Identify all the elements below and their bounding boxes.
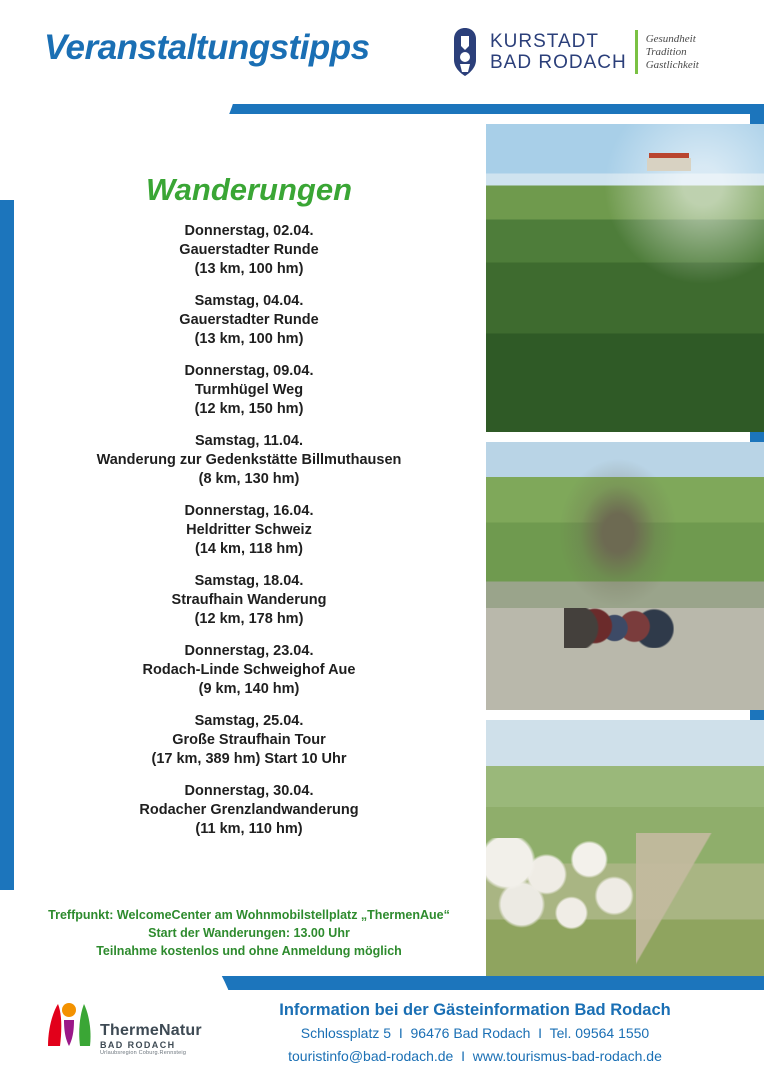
thermenatur-logo [34, 996, 204, 1072]
note-start-time: Start der Wanderungen: 13.00 Uhr [148, 926, 350, 940]
page-title: Veranstaltungstipps [44, 28, 370, 67]
email-address[interactable]: touristinfo@bad-rodach.de [288, 1048, 454, 1064]
hike-name: Wanderung zur Gedenkstätte Billmuthausen [96, 452, 402, 468]
kurstadt-bad-rodach-logo [448, 20, 738, 84]
hike-date: Donnerstag, 23.04. [184, 643, 314, 659]
hike-meta: (9 km, 140 hm) [198, 681, 300, 697]
thermenatur-wordmark [100, 1022, 202, 1056]
hike-name: Große Straufhain Tour [172, 732, 326, 748]
address-street: Schlossplatz 5 [300, 1025, 392, 1041]
hike-meta: (8 km, 130 hm) [198, 471, 300, 487]
thermenatur-name-light: Therme [100, 1022, 159, 1039]
hike-meta: (13 km, 100 hm) [194, 261, 304, 277]
list-item [14, 782, 484, 839]
hike-meta: (11 km, 110 hm) [195, 821, 303, 837]
photo-image [486, 124, 764, 432]
photo-castle-hill [486, 124, 764, 432]
photo-column [486, 114, 764, 976]
hike-name: Heldritter Schweiz [186, 522, 312, 538]
list-item [14, 432, 484, 489]
list-item [14, 572, 484, 629]
note-participation: Teilnahme kostenlos und ohne Anmeldung möglich [96, 944, 402, 958]
hike-date: Donnerstag, 30.04. [184, 783, 314, 799]
contact-web-line [210, 1045, 740, 1068]
list-item [14, 712, 484, 769]
list-item [14, 642, 484, 699]
logo-line-badrodach: BAD RODACH [490, 52, 627, 73]
section-title-wanderungen: Wanderungen [145, 172, 353, 207]
hike-name: Gauerstadter Runde [179, 312, 319, 328]
photo-image [486, 720, 764, 976]
logo-line-kurstadt: KURSTADT [490, 31, 599, 52]
hike-meta: (13 km, 100 hm) [194, 331, 304, 347]
separator: I [530, 1025, 550, 1041]
thermenatur-name-bold: Natur [159, 1022, 202, 1039]
logo-tag-gesundheit: Gesundheit [645, 32, 696, 45]
logo-wordmark [490, 30, 699, 74]
hike-name: Turmhügel Weg [194, 382, 304, 398]
thermenatur-name [100, 1022, 202, 1040]
list-item [14, 222, 484, 279]
photo-hiking-group [486, 442, 764, 710]
list-item [14, 292, 484, 349]
thermenatur-sub: BAD RODACH [100, 1040, 176, 1050]
poster-footer [0, 990, 764, 1080]
contact-title: Information bei der Gästeinformation Bad Rodach [279, 1001, 671, 1019]
hike-name: Rodach-Linde Schweighof Aue [142, 662, 356, 678]
phone-number: Tel. 09564 1550 [549, 1025, 650, 1041]
hike-name: Rodacher Grenzlandwanderung [139, 802, 359, 818]
list-item [14, 502, 484, 559]
thermenatur-region: Urlaubsregion Coburg.Rennsteig [100, 1050, 187, 1056]
hike-meta: (14 km, 118 hm) [195, 541, 303, 557]
contact-info [210, 998, 740, 1068]
thermenatur-mark-icon [42, 1000, 96, 1050]
website-url[interactable]: www.tourismus-bad-rodach.de [472, 1048, 662, 1064]
hike-meta: (12 km, 150 hm) [194, 401, 304, 417]
poster-content [14, 114, 750, 976]
hike-name: Gauerstadter Runde [179, 242, 319, 258]
hike-date: Donnerstag, 02.04. [184, 223, 314, 239]
logo-divider [635, 30, 638, 74]
contact-address-line [210, 1022, 740, 1045]
hike-date: Donnerstag, 09.04. [184, 363, 314, 379]
hike-date: Samstag, 04.04. [194, 293, 304, 309]
hike-name: Straufhain Wanderung [171, 592, 327, 608]
hike-meta: (12 km, 178 hm) [194, 611, 304, 627]
photo-sheep-meadow [486, 720, 764, 976]
logo-tag-tradition: Tradition [645, 45, 687, 58]
note-meeting-point: Treffpunkt: WelcomeCenter am Wohnmobilstellplatz „ThermenAue“ [48, 908, 450, 922]
list-item [14, 362, 484, 419]
hike-list [14, 222, 484, 852]
photo-image [486, 442, 764, 710]
hike-date: Samstag, 11.04. [194, 433, 303, 449]
hike-date: Samstag, 18.04. [194, 573, 304, 589]
notes-block [14, 906, 484, 960]
hike-date: Samstag, 25.04. [194, 713, 304, 729]
poster-header [0, 0, 764, 104]
address-city: 96476 Bad Rodach [410, 1025, 531, 1041]
separator: I [453, 1048, 473, 1064]
hike-meta: (17 km, 389 hm) Start 10 Uhr [151, 751, 347, 767]
logo-tag-gastlichkeit: Gastlichkeit [645, 58, 699, 71]
knight-crest-icon [448, 26, 482, 78]
hike-date: Donnerstag, 16.04. [184, 503, 314, 519]
separator: I [391, 1025, 411, 1041]
